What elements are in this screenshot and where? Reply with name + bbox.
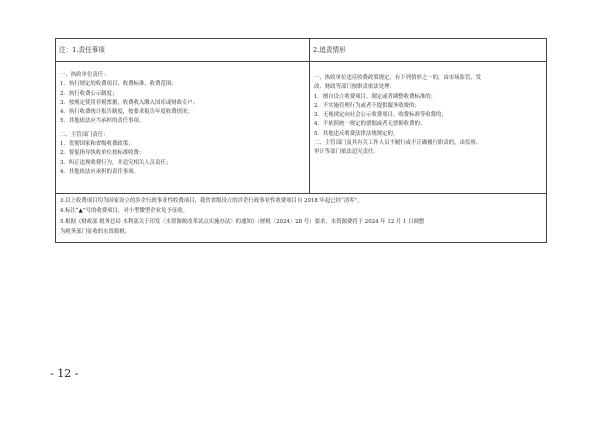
header-accountability-cases: 2.追责情形	[313, 46, 346, 54]
note-line: 5.根据《财政部 税务总局 水利部关于印发〈水资源税改革试点实施办法〉的通知》（财税〔2024〕28 号）要求，水资源费将于 2024 年 12 月 1 日调整	[60, 218, 425, 225]
note-line: 4.标注“▲”号的收费项目，对小型微型企业免予征收。	[60, 208, 189, 215]
list-item: 2．督促指导执收单位按标准收费；	[60, 150, 145, 157]
header-responsibility-items: 注：1.责任事项	[56, 39, 310, 61]
table-body-row	[56, 62, 546, 194]
list-item: 二、主管部门责任：	[60, 131, 109, 138]
list-item: 5．其他违反收费法律法规规定的。	[314, 130, 399, 137]
list-item: 3．按规定使用非税票据，收费收入缴入国库或财政专户；	[60, 99, 199, 106]
list-item: 1．擅自设立收费项目、制定或者调整收费标准的；	[314, 93, 437, 100]
note-line: 为税务部门征收的水资源税。	[60, 229, 131, 236]
list-item: 审计等部门依法追究责任。	[314, 149, 379, 156]
list-item: 4．其他依法应承担的责任事项。	[60, 168, 139, 175]
list-item: 3．纠正违规收费行为，并追究相关人员责任；	[60, 159, 172, 166]
list-item: 1．贯彻国家和省级收费政策；	[60, 141, 134, 148]
list-item: 一、执收单位责任：	[60, 72, 109, 78]
note-line: 3.以上收费项目均为国家设立的涉企行政事业性收费项目，我省省级设立的涉企行政事业性收费项目自 2018 年起已经“清零”。	[60, 198, 363, 204]
list-item: 改、财政等部门按职责依法处理：	[314, 84, 395, 91]
list-item: 二、主管部门及其有关工作人员不履行或不正确履行职责的，由监察、	[314, 140, 482, 147]
list-item: 2．执行收费公示制度；	[60, 90, 118, 97]
responsibility-table	[55, 38, 547, 243]
page-number: - 12 -	[50, 367, 79, 380]
list-item: 一、执收单位违反收费政策规定，有下列情形之一的，由市场监管、发	[314, 75, 482, 81]
list-item: 2．不实施管理行为或者不提供服务收费的；	[314, 102, 420, 109]
list-item: 4．执行收费统计报告制度，按要求报告年度收费情况；	[60, 109, 193, 116]
accountability-cases-cell	[310, 62, 546, 193]
list-item: 1．执行规定的收费项目、收费标准、收费范围；	[60, 81, 177, 88]
table-header-row	[56, 39, 546, 62]
list-item: 3．无视规定向社会公示收费项目、收费标准等收费的；	[314, 112, 447, 119]
list-item: 4．不依照统一规定的票据或者无票据收费的；	[314, 121, 426, 128]
responsibility-items-cell	[56, 62, 310, 193]
list-item: 5．其他依法应当承担的责任事项。	[60, 118, 145, 125]
table-notes	[56, 194, 546, 242]
